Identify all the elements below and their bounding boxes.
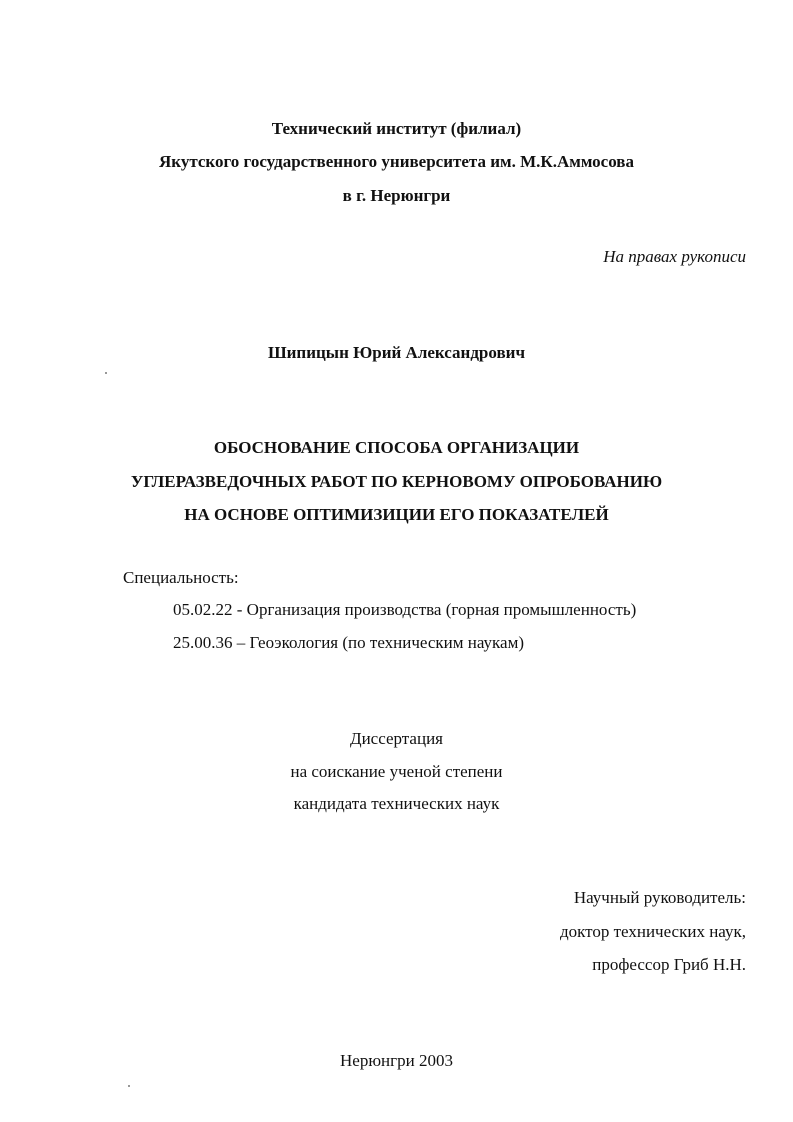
degree-line-3: кандидата технических наук — [293, 794, 500, 813]
author-name: Шипицын Юрий Александрович — [267, 343, 526, 362]
institution-line-1: Технический институт (филиал) — [271, 119, 522, 138]
manuscript-note: На правах рукописи — [603, 247, 746, 266]
supervisor-line-1: Научный руководитель: — [573, 888, 746, 907]
dissertation-title-line-1: ОБОСНОВАНИЕ СПОСОБА ОРГАНИЗАЦИИ — [213, 438, 580, 457]
dissertation-title-line-3: НА ОСНОВЕ ОПТИМИЗИЦИИ ЕГО ПОКАЗАТЕЛЕЙ — [184, 505, 609, 524]
supervisor-line-2: доктор технических наук, — [559, 922, 746, 941]
scan-speck — [128, 1085, 130, 1087]
supervisor-line-3: профессор Гриб Н.Н. — [592, 955, 746, 974]
place-year: Нерюнгри 2003 — [340, 1051, 453, 1070]
institution-line-2: Якутского государственного университета им. М.К.Аммосова — [159, 152, 634, 171]
scan-speck — [105, 372, 107, 374]
degree-line-2: на соискание ученой степени — [290, 762, 503, 781]
specialty-label: Специальность: — [123, 568, 239, 587]
institution-line-3: в г. Нерюнгри — [342, 186, 451, 205]
specialty-item-2: 25.00.36 – Геоэкология (по техническим наукам) — [173, 633, 525, 652]
degree-line-1: Диссертация — [349, 729, 443, 748]
specialty-item-1: 05.02.22 - Организация производства (горная промышленность) — [173, 600, 637, 619]
dissertation-title-line-2: УГЛЕРАЗВЕДОЧНЫХ РАБОТ ПО КЕРНОВОМУ ОПРОБОВАНИЮ — [130, 472, 663, 491]
